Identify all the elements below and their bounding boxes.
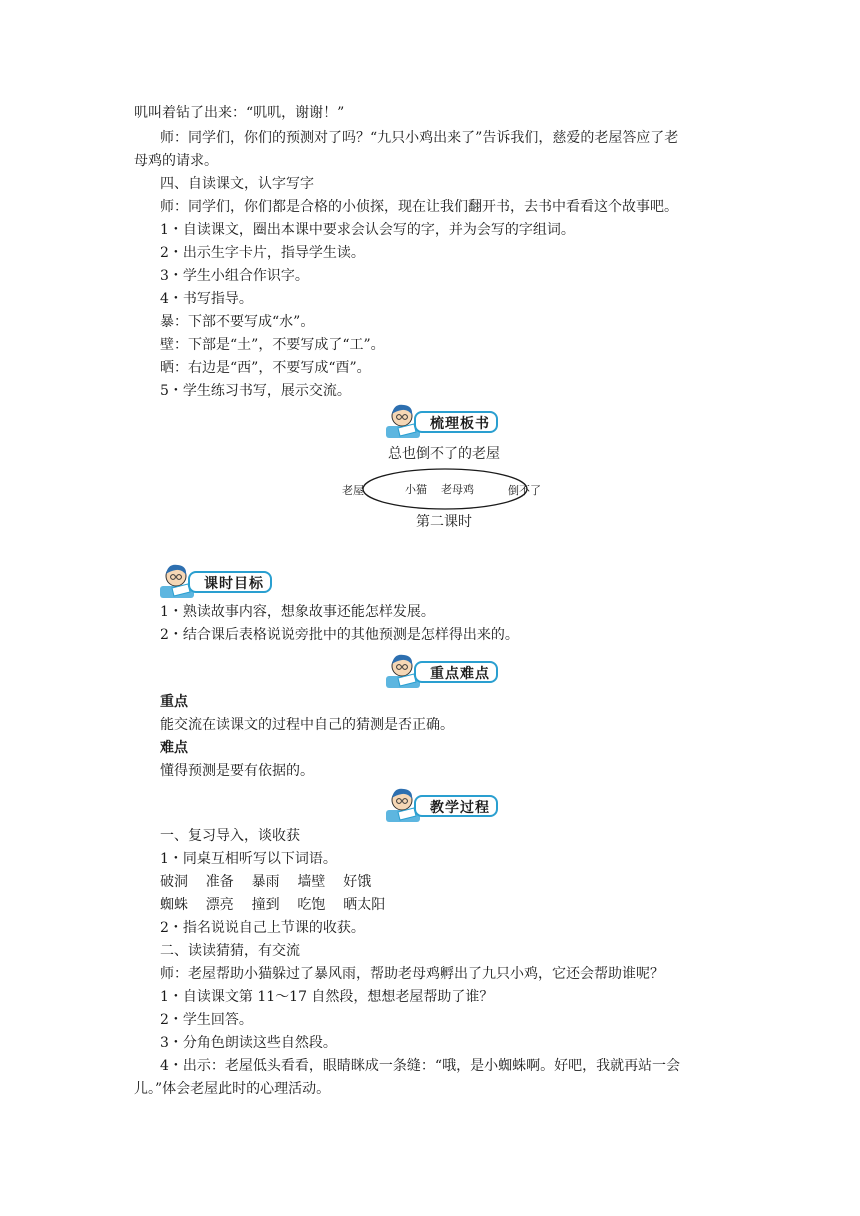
list-item: 5・学生练习书写，展示交流。 <box>160 383 351 399</box>
list-item: 4・出示：老屋低头看看，眼睛眯成一条缝：“哦，是小蜘蛛啊。好吧，我就再站一会 <box>160 1058 681 1074</box>
banner-process <box>384 784 504 824</box>
board-inner-label: 小猫 老母鸡 <box>405 483 474 496</box>
text-line: 儿。”体会老屋此时的心理活动。 <box>134 1081 331 1097</box>
list-item: 2・指名说说自己上节课的收获。 <box>160 920 365 936</box>
list-item: 3・学生小组合作识字。 <box>160 268 309 284</box>
goal-item: 2・结合课后表格说说旁批中的其他预测是怎样得出来的。 <box>160 627 519 643</box>
section-heading: 二、读读猜猜，有交流 <box>160 943 300 959</box>
list-item: 1・同桌互相听写以下词语。 <box>160 851 337 867</box>
text-line: 师：同学们，你们的预测对了吗？“九只小鸡出来了”告诉我们，慈爱的老屋答应了老 <box>160 130 679 146</box>
text-line: 师：同学们，你们都是合格的小侦探，现在让我们翻开书，去书中看看这个故事吧。 <box>160 199 678 215</box>
text-line: 母鸡的请求。 <box>134 153 218 169</box>
text-line: 壁：下部是“土”，不要写成了“工”。 <box>160 337 385 353</box>
list-item: 4・书写指导。 <box>160 291 253 307</box>
text-line: 叽叫着钻了出来：“叽叽，谢谢！” <box>134 105 345 121</box>
board-title: 总也倒不了的老屋 <box>388 446 500 462</box>
banner-goals <box>158 560 278 600</box>
key-label: 重点 <box>160 694 188 710</box>
text-line: 晒：右边是“西”，不要写成“酉”。 <box>160 360 371 376</box>
text-line: 师：老屋帮助小猫躲过了暴风雨，帮助老母鸡孵出了九只小鸡，它还会帮助谁呢？ <box>160 966 664 982</box>
word-list: 破洞 准备 暴雨 墙壁 好饿 <box>160 874 372 890</box>
list-item: 1・自读课文，圈出本课中要求会认会写的字，并为会写的字组词。 <box>160 222 575 238</box>
goal-item: 1・熟读故事内容，想象故事还能怎样发展。 <box>160 604 435 620</box>
key-text: 能交流在读课文的过程中自己的猜测是否正确。 <box>160 717 454 733</box>
banner-keypoints <box>384 650 504 690</box>
text-line: 暴：下部不要写成“水”。 <box>160 314 315 330</box>
lesson-title: 第二课时 <box>416 514 472 530</box>
banner-label: 教学过程 <box>414 795 498 817</box>
section-heading: 一、复习导入，谈收获 <box>160 828 300 844</box>
difficulty-label: 难点 <box>160 740 188 756</box>
banner-label: 梳理板书 <box>414 411 498 433</box>
list-item: 2・出示生字卡片，指导学生读。 <box>160 245 365 261</box>
banner-label: 课时目标 <box>188 571 272 593</box>
section-heading: 四、自读课文，认字写字 <box>160 176 314 192</box>
board-right-label: 倒不了 <box>508 484 541 497</box>
list-item: 2・学生回答。 <box>160 1012 253 1028</box>
list-item: 1・自读课文第 11～17 自然段，想想老屋帮助了谁？ <box>160 989 494 1005</box>
board-left-label: 老屋 <box>342 484 364 497</box>
word-list: 蜘蛛 漂亮 撞到 吃饱 晒太阳 <box>160 897 386 913</box>
banner-board <box>384 400 504 440</box>
difficulty-text: 懂得预测是要有依据的。 <box>160 763 314 779</box>
banner-label: 重点难点 <box>414 661 498 683</box>
list-item: 3・分角色朗读这些自然段。 <box>160 1035 337 1051</box>
